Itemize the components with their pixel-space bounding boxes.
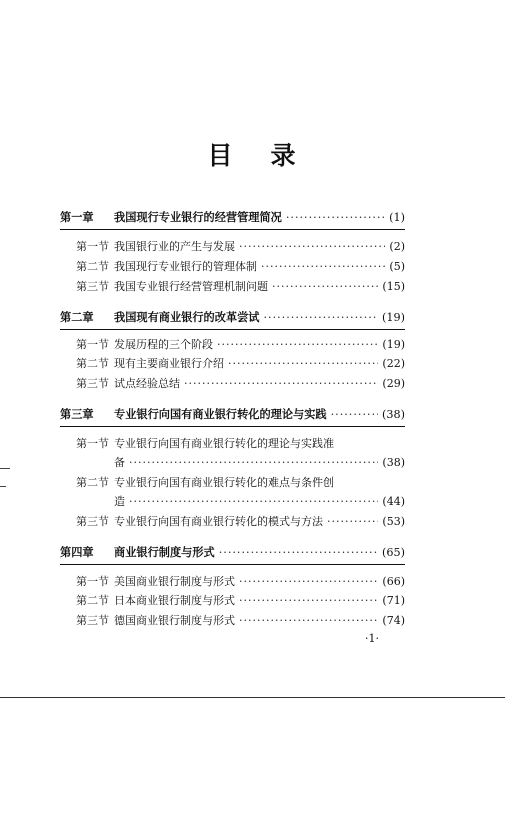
section-title: 试点经验总结 — [114, 377, 180, 390]
toc-section[interactable] — [60, 377, 405, 391]
section-title: 发展历程的三个阶段 — [114, 338, 213, 351]
section-title: 德国商业银行制度与形式 — [114, 614, 235, 627]
toc-section[interactable] — [60, 594, 405, 608]
toc-section[interactable] — [60, 280, 405, 294]
page-number: (53) — [382, 515, 405, 528]
section-label: 第二节 — [76, 357, 109, 370]
dot-leader — [286, 211, 385, 225]
section-label: 第一节 — [76, 437, 109, 450]
scan-edge-mark — [0, 468, 10, 469]
section-title: 专业银行向国有商业银行转化的难点与条件创 — [114, 476, 334, 489]
dot-leader — [129, 495, 378, 509]
dot-leader — [263, 311, 378, 325]
page-number: (38) — [382, 408, 405, 421]
page-number: (19) — [382, 338, 405, 351]
chapter-divider — [60, 229, 405, 230]
dot-leader — [239, 575, 378, 589]
toc-chapter-3[interactable] — [60, 407, 405, 422]
toc-section[interactable] — [60, 614, 405, 628]
toc-section[interactable] — [60, 357, 405, 371]
dot-leader — [129, 456, 378, 470]
title-char-1: 目 — [207, 141, 235, 170]
chapter-label: 第二章 — [60, 310, 94, 324]
section-label: 第三节 — [76, 515, 109, 528]
dot-leader — [261, 260, 385, 274]
title-char-2: 录 — [270, 141, 298, 170]
page-number: (29) — [382, 377, 405, 390]
dot-leader — [331, 408, 378, 422]
toc-section[interactable] — [60, 260, 405, 274]
page-number: (44) — [382, 495, 405, 508]
section-title: 我国现行专业银行的管理体制 — [114, 260, 257, 273]
chapter-title: 我国现行专业银行的经营管理简况 — [114, 210, 282, 224]
dot-leader — [219, 546, 378, 560]
toc-section[interactable] — [60, 515, 405, 529]
dot-leader — [228, 357, 378, 371]
section-title-continuation: 造 — [114, 495, 125, 508]
dot-leader — [217, 338, 378, 352]
chapter-divider — [60, 564, 405, 565]
dot-leader — [184, 377, 378, 391]
chapter-divider — [60, 426, 405, 427]
toc-chapter-4[interactable] — [60, 545, 405, 560]
section-label: 第一节 — [76, 240, 109, 253]
page-number: (38) — [382, 456, 405, 469]
scan-edge-mark — [0, 486, 6, 487]
toc-section[interactable] — [60, 437, 405, 451]
dot-leader — [239, 240, 385, 254]
section-label: 第二节 — [76, 260, 109, 273]
section-title: 美国商业银行制度与形式 — [114, 575, 235, 588]
page-number: (66) — [382, 575, 405, 588]
section-title-continuation: 备 — [114, 456, 125, 469]
section-label: 第二节 — [76, 594, 109, 607]
section-title: 现有主要商业银行介绍 — [114, 357, 224, 370]
page-number: (19) — [382, 311, 405, 324]
section-label: 第三节 — [76, 614, 109, 627]
section-label: 第三节 — [76, 377, 109, 390]
dot-leader — [272, 280, 378, 294]
section-title: 专业银行向国有商业银行转化的模式与方法 — [114, 515, 323, 528]
page-title — [0, 136, 505, 172]
toc-section[interactable] — [60, 338, 405, 352]
section-label: 第三节 — [76, 280, 109, 293]
page-number: (71) — [382, 594, 405, 607]
page-number: (2) — [389, 240, 405, 253]
page-number: (65) — [382, 546, 405, 559]
toc-section[interactable] — [60, 575, 405, 589]
section-label: 第一节 — [76, 575, 109, 588]
chapter-label: 第三章 — [60, 407, 94, 421]
toc-chapter-2[interactable] — [60, 310, 405, 325]
page-number: (74) — [382, 614, 405, 627]
page-number: (22) — [382, 357, 405, 370]
toc-section[interactable] — [60, 240, 405, 254]
section-title: 专业银行向国有商业银行转化的理论与实践准 — [114, 437, 334, 450]
scan-bottom-line — [0, 697, 505, 698]
toc-section-continuation[interactable] — [114, 495, 405, 509]
section-label: 第二节 — [76, 476, 109, 489]
dot-leader — [239, 614, 378, 628]
section-title: 我国专业银行经营管理机制问题 — [114, 280, 268, 293]
page-number: (15) — [382, 280, 405, 293]
dot-leader — [327, 515, 378, 529]
toc-section[interactable] — [60, 476, 405, 490]
section-label: 第一节 — [76, 338, 109, 351]
chapter-title: 商业银行制度与形式 — [114, 545, 215, 559]
toc-chapter-1[interactable] — [60, 210, 405, 225]
dot-leader — [239, 594, 378, 608]
page-folio: ·1· — [365, 632, 379, 645]
chapter-label: 第四章 — [60, 545, 94, 559]
page-number: (5) — [389, 260, 405, 273]
section-title: 我国银行业的产生与发展 — [114, 240, 235, 253]
chapter-title: 专业银行向国有商业银行转化的理论与实践 — [114, 407, 327, 421]
chapter-label: 第一章 — [60, 210, 94, 224]
chapter-title: 我国现有商业银行的改革尝试 — [114, 310, 260, 324]
section-title: 日本商业银行制度与形式 — [114, 594, 235, 607]
page-number: (1) — [389, 211, 405, 224]
chapter-divider — [60, 329, 405, 330]
toc-section-continuation[interactable] — [114, 456, 405, 470]
